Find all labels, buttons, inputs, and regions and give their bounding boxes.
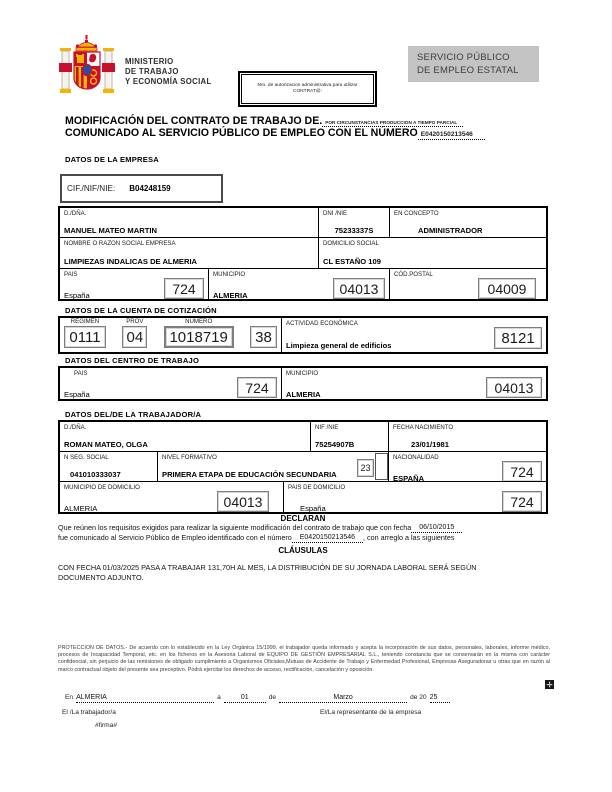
- municipio-code-box: 04013: [333, 278, 385, 299]
- sepe-line: DE EMPLEO ESTATAL: [417, 65, 519, 76]
- municipio-code-box: 04013: [486, 377, 542, 398]
- field-cuenta-cotizacion: [60, 318, 282, 352]
- cnae-box: 8121: [494, 327, 542, 349]
- ministry-line: DE TRABAJO: [125, 67, 179, 76]
- lugar-fill: ALMERIA: [76, 694, 214, 703]
- field-municipio-domicilio: MUNICIPIO DE DOMICILIO ALMERIA 04013: [60, 482, 284, 512]
- nivel-empty-box: [375, 453, 388, 480]
- field-trabajador-nombre: D./DÑA. ROMAN MATEO, OLGA: [60, 422, 311, 451]
- field-empresa-nombre: D./DÑA. MANUEL MATEO MARTIN: [60, 208, 319, 237]
- cp-code-box: 04009: [478, 278, 536, 299]
- form-title-line1: MODIFICACIÓN DEL CONTRATO DE TRABAJO DE. POR CIRCUNSTANCIAS PRODUCCION A TIEMPO PARCIAL: [65, 115, 463, 127]
- form-title-line2: COMUNICADO AL SERVICIO PÚBLICO DE EMPLEO CON EL NÚMERO E0420150213546: [65, 127, 485, 140]
- field-domicilio-social: DOMICILIO SOCIAL CL ESTAÑO 109: [323, 240, 381, 266]
- table-row: [60, 452, 546, 482]
- field-cod-postal: CÓD.POSTAL 04009: [390, 269, 546, 299]
- cif-field: [60, 174, 223, 203]
- cif-value: B04248159: [129, 184, 171, 193]
- pais-code-box: 724: [164, 278, 204, 299]
- fecha-comunicacion-fill: 06/10/2015: [411, 524, 462, 533]
- table-row: [60, 422, 546, 452]
- mes-fill: Marzo: [279, 694, 407, 703]
- firma-placeholder: #firma#: [95, 722, 117, 729]
- numero-comunicacion-fill: E0420150213546: [292, 534, 363, 543]
- contract-number-fill: E0420150213546: [418, 131, 485, 140]
- declaran-line1: Que reúnen los requisitos exigidos para realizar la siguiente modificación del contrato de trabajo que con fecha 06/10/2015: [58, 523, 462, 534]
- nivel-code-box: 23: [357, 459, 374, 477]
- regimen-group: RÉGIMEN 0111: [64, 318, 106, 349]
- spain-coat-of-arms-icon: [57, 35, 117, 106]
- field-pais-domicilio: PAIS DE DOMICILIO España 724: [284, 482, 546, 512]
- declaran-line2: fue comunicado al Servicio Público de Empleo identificado con el número E0420150213546 , con arreglo a las siguientes: [58, 533, 455, 542]
- declaran-heading: DECLARAN: [280, 514, 326, 523]
- place-date-line: En ALMERIA a 01 de Marzo de 20 25: [62, 694, 450, 703]
- field-empresa-pais: PAIS España 724: [60, 269, 209, 299]
- clausulas-heading: CLÁUSULAS: [278, 546, 328, 555]
- contrat-authorization-box: [238, 71, 377, 107]
- anio-fill: 25: [430, 694, 450, 703]
- dc-box: 38: [250, 326, 277, 348]
- sepe-badge: [408, 46, 539, 82]
- field-centro-pais: PAIS España 724: [60, 368, 282, 399]
- cotizacion-table: [58, 316, 548, 354]
- section-title-centro: DATOS DEL CENTRO DE TRABAJO: [65, 356, 200, 365]
- sepe-line: SERVICIO PÚBLICO: [417, 52, 510, 63]
- field-actividad-economica: ACTIVIDAD ECONÓMICA Limpieza general de edificios 8121: [282, 318, 546, 352]
- section-title-empresa: DATOS DE LA EMPRESA: [65, 155, 159, 164]
- empresa-table: [58, 206, 548, 301]
- nacionalidad-code-box: 724: [502, 461, 542, 481]
- ministry-name: [125, 57, 212, 87]
- field-empresa-dni: DNI /NIE 75233337S: [319, 208, 390, 237]
- numero-group: NUMERO 1018719: [164, 318, 234, 349]
- field-empresa-concepto: EN CONCEPTO ADMINISTRADOR: [394, 210, 483, 235]
- centro-table: [58, 366, 548, 401]
- cif-label: CIF./NIF/NIE:: [67, 184, 116, 193]
- table-row: [60, 482, 546, 512]
- contract-type-fill: POR CIRCUNSTANCIAS PRODUCCION A TIEMPO PARCIAL: [322, 120, 463, 127]
- table-row: [60, 368, 546, 399]
- table-row: [60, 208, 546, 238]
- trabajador-table: [58, 420, 548, 514]
- trabajador-signature-label: El /La trabajador/a: [62, 709, 116, 716]
- regimen-box: 0111: [64, 326, 106, 348]
- dia-fill: 01: [224, 694, 266, 703]
- ministry-line: Y ECONOMÍA SOCIAL: [125, 77, 212, 86]
- attachment-plus-icon: [545, 676, 554, 694]
- section-title-cotizacion: DATOS DE LA CUENTA DE COTIZACIÓN: [65, 306, 217, 315]
- municipio-dom-code-box: 04013: [217, 491, 269, 512]
- table-row: [60, 238, 546, 269]
- field-centro-municipio: MUNICIPIO ALMERIA 04013: [282, 368, 546, 399]
- pais-dom-code-box: 724: [502, 491, 542, 512]
- table-row: [60, 318, 546, 352]
- clausula-text: CON FECHA 01/03/2025 PASA A TRABAJAR 131,70H AL MES, LA DISTRIBUCIÓN DE SU JORNADA LABORAL SERÁ SEGÚN DOCUMENTO ADJUNTO.: [58, 563, 477, 582]
- representante-signature-label: El/La representante de la empresa: [320, 709, 422, 716]
- section-title-trabajador: DATOS DEL/DE LA TRABAJADOR/A: [65, 410, 202, 419]
- field-empresa-municipio: MUNICIPIO ALMERIA 04013: [209, 269, 390, 299]
- field-razon-social: NOMBRE O RAZON SOCIAL EMPRESA LIMPIEZAS INDALICAS DE ALMERIA: [60, 238, 319, 268]
- data-protection-notice: PROTECCION DE DATOS.- De acuerdo con lo establecido en la Ley Orgánica 15/1999, el trabajador queda informado y acepta la incorporación de sus datos, personales, laborales, informe médico, procesos de Incapacidad Temporal, etc. en los ficheros en la Asesoria Laboral de EQUIPO DE GESTIÓN EMPRESARIAL S.L., teniendo constancia que se conservarán en la misma con carácter confidencial, sin perjuicio de las remisiones de obligado cumplimiento a Organismos Oficiales,Mutuas de Accidente de Trabajo y Enfermedad Profesional, Empresas Aseguradoras u otras que en razón al marco contractual objeto del presente sea preceptivo. Podrá ejercitar los derechos de acceso, rectificación, cancelación y oposición.: [58, 645, 550, 673]
- field-nivel-formativo: NIVEL FORMATIVO PRIMERA ETAPA DE EDUCACIÓN SECUNDARIA 23: [158, 452, 389, 481]
- numero-box: 1018719: [164, 326, 234, 348]
- field-fecha-nacimiento: FECHA NACIMIENTO 23/01/1981: [393, 424, 454, 449]
- ministry-line: MINISTERIO: [125, 57, 174, 66]
- pais-code-box: 724: [237, 377, 277, 398]
- prov-group: PROV 04: [122, 318, 147, 349]
- contrat-authorization-text: Nro. de autorizacion administrativa para utilizar CONTRAT@:: [241, 74, 374, 104]
- table-row: [60, 269, 546, 299]
- prov-box: 04: [122, 326, 147, 348]
- field-seg-social: N SEG. SOCIAL 041010333037: [60, 452, 158, 481]
- field-nacionalidad: NACIONALIDAD ESPAÑA 724: [389, 452, 546, 481]
- field-trabajador-nif: NIF /NIE 75254907B: [311, 422, 389, 451]
